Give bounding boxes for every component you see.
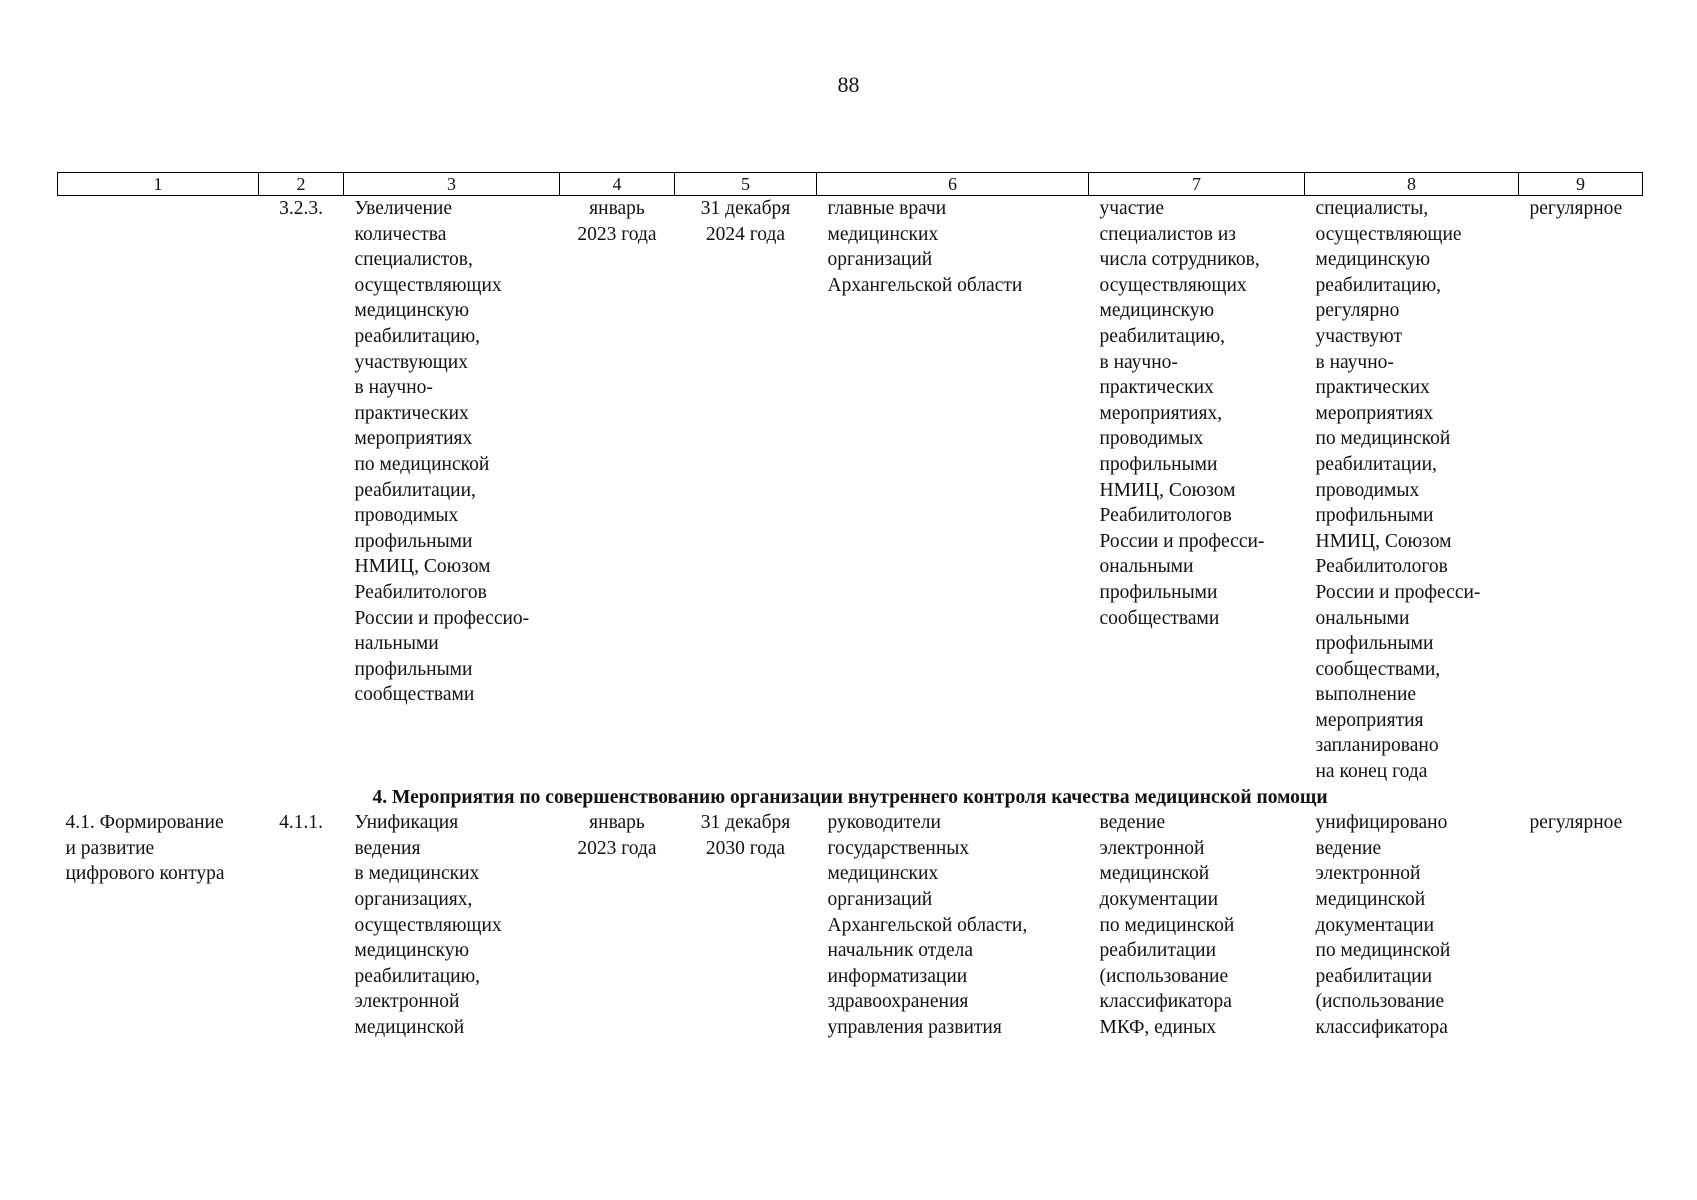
item-number-cell: 3.2.3. bbox=[279, 198, 323, 219]
column-number: 8 bbox=[1305, 173, 1519, 196]
frequency-cell: регулярное bbox=[1529, 812, 1623, 834]
page-number: 88 bbox=[837, 72, 860, 97]
column-number: 1 bbox=[58, 173, 259, 196]
table-row bbox=[58, 196, 1643, 785]
column-number: 3 bbox=[344, 173, 560, 196]
end-date-cell: 31 декабря 2030 года bbox=[700, 812, 791, 859]
status-cell: специалисты, осуществляющие медицинскую реабилитацию, регулярно участвуют в научно- практических мероприятиях по медицинской реабилитации, проводимых профильными НМИЦ, Союзом Реабилитологов России и професси- ональными профильными сообществами, выполнение мероприятия запланировано на конец года bbox=[1315, 198, 1481, 783]
table-row bbox=[58, 810, 1643, 1040]
item-number-cell: 4.1.1. bbox=[279, 812, 323, 834]
start-date-cell: январь 2023 года bbox=[577, 198, 657, 245]
result-cell: участие специалистов из числа сотрудников, осуществляющих медицинскую реабилитацию, в научно- практических мероприятиях, проводимых профильными НМИЦ, Союзом Реабилитологов России и професси- ональными профильными сообществами bbox=[1099, 198, 1265, 629]
goal-cell bbox=[58, 196, 259, 785]
frequency-cell: регулярное bbox=[1529, 198, 1623, 219]
column-number: 6 bbox=[817, 173, 1089, 196]
responsible-cell: главные врачи медицинских организаций Архангельской области bbox=[827, 198, 1023, 296]
end-date-cell: 31 декабря 2024 года bbox=[700, 198, 791, 245]
column-number: 7 bbox=[1089, 173, 1305, 196]
goal-cell: 4.1. Формирование и развитие цифрового контура bbox=[65, 812, 225, 885]
column-number: 2 bbox=[259, 173, 344, 196]
plan-table bbox=[57, 172, 1643, 1041]
status-cell: унифицировано ведение электронной медицинской документации по медицинской реабилитации (использование классификатора bbox=[1315, 812, 1451, 1038]
section-heading-row bbox=[58, 785, 1643, 811]
section-heading: 4. Мероприятия по совершенствованию организации внутреннего контроля качества медицинской помощи bbox=[372, 786, 1328, 808]
activity-cell: Унификация ведения в медицинских организациях, осуществляющих медицинскую реабилитацию, электронной медицинской bbox=[354, 812, 502, 1038]
column-number: 5 bbox=[675, 173, 817, 196]
column-number: 4 bbox=[560, 173, 675, 196]
start-date-cell: январь 2023 года bbox=[577, 812, 657, 859]
responsible-cell: руководители государственных медицинских организаций Архангельской области, начальник отдела информатизации здравоохранения управления развития bbox=[827, 812, 1028, 1038]
column-number-header bbox=[58, 173, 1643, 196]
result-cell: ведение электронной медицинской документации по медицинской реабилитации (использование классификатора МКФ, единых bbox=[1099, 812, 1235, 1038]
column-number: 9 bbox=[1519, 173, 1643, 196]
activity-cell: Увеличение количества специалистов, осуществляющих медицинскую реабилитацию, участвующих в научно- практических мероприятиях по медицинской реабилитации, проводимых профильными НМИЦ, Союзом Реабилитологов России и профессио- нальными профильными сообществами bbox=[354, 198, 530, 706]
